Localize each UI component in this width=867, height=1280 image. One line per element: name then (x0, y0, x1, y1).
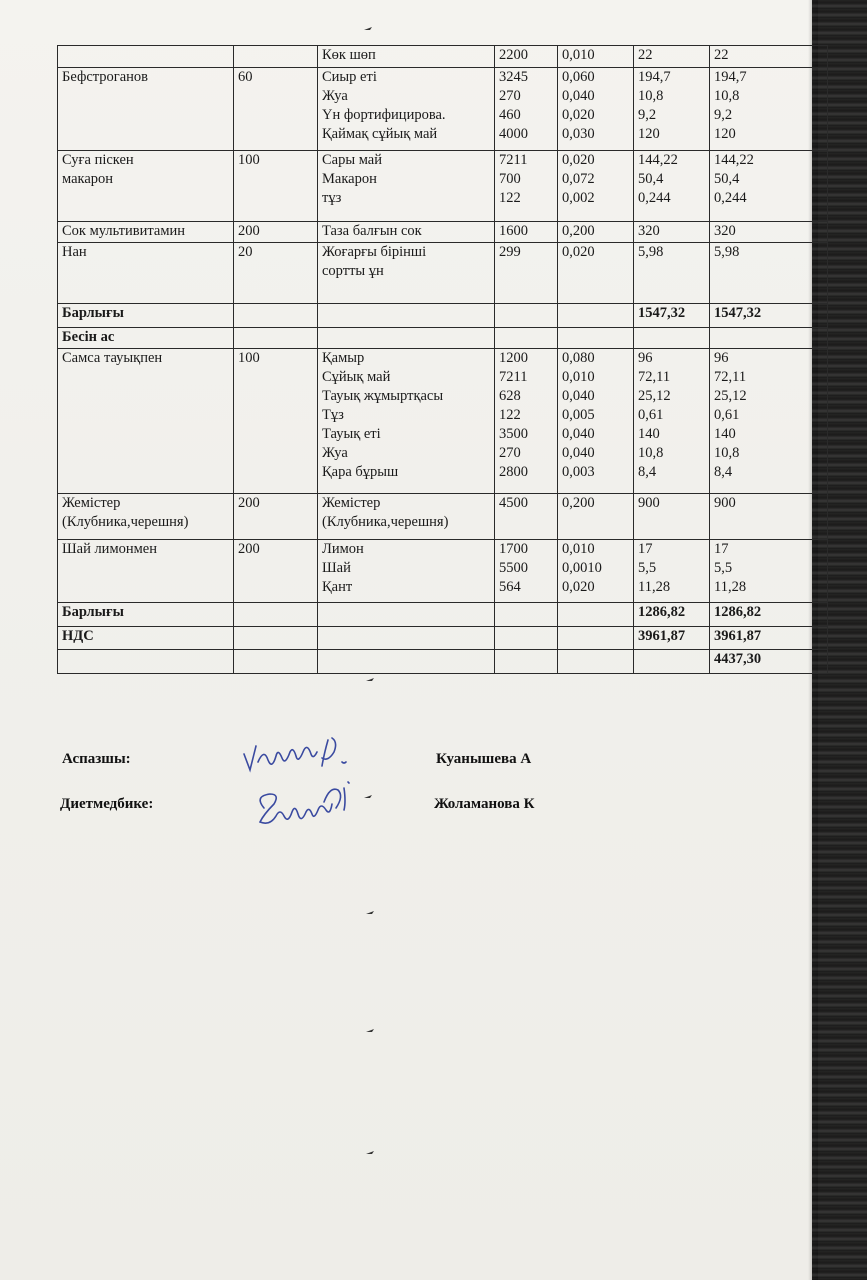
cook-signature (238, 732, 368, 780)
price-cell (495, 328, 558, 349)
norm-cell (558, 603, 634, 627)
table-row (58, 349, 828, 494)
table-row (58, 650, 828, 674)
ingredients-cell: Таза балғын сок (318, 222, 495, 243)
total-cell: 144,22 50,4 0,244 (710, 151, 828, 222)
price-cell (495, 650, 558, 674)
ingredients-cell: Қамыр Сұйық май Тауық жұмыртқасы Тұз Тауық еті Жуа Қара бұрыш (318, 349, 495, 494)
total-cell: 22 (710, 46, 828, 68)
dish-cell: НДС (58, 627, 234, 650)
norm-cell (558, 304, 634, 328)
cost-cell: 900 (634, 494, 710, 540)
cost-cell: 320 (634, 222, 710, 243)
ingredients-cell: Жоғарғы бірінші сортты ұн (318, 243, 495, 304)
price-cell: 2200 (495, 46, 558, 68)
table-row (58, 68, 828, 151)
table-row (58, 603, 828, 627)
norm-cell: 0,060 0,040 0,020 0,030 (558, 68, 634, 151)
price-cell: 1200 7211 628 122 3500 270 2800 (495, 349, 558, 494)
dish-cell: Бесін ас (58, 328, 234, 349)
total-cell: 1547,32 (710, 304, 828, 328)
norm-cell: 0,020 (558, 243, 634, 304)
ingredients-cell (318, 304, 495, 328)
ingredients-cell: Сиыр еті Жуа Үн фортифицирова. Қаймақ сұйық май (318, 68, 495, 151)
portion-cell: 100 (234, 151, 318, 222)
norm-cell: 0,010 (558, 46, 634, 68)
norm-cell (558, 650, 634, 674)
total-cell: 5,98 (710, 243, 828, 304)
total-cell: 96 72,11 25,12 0,61 140 10,8 8,4 (710, 349, 828, 494)
scan-mark (366, 1028, 376, 1033)
cost-cell (634, 328, 710, 349)
portion-cell: 200 (234, 222, 318, 243)
ingredients-cell: Жемістер (Клубника,черешня) (318, 494, 495, 540)
ingredients-cell: Сары май Макарон тұз (318, 151, 495, 222)
price-cell (495, 304, 558, 328)
portion-cell (234, 304, 318, 328)
ingredients-cell (318, 627, 495, 650)
ingredients-cell (318, 650, 495, 674)
scan-mark (366, 677, 376, 682)
dish-cell: Самса тауықпен (58, 349, 234, 494)
norm-cell: 0,080 0,010 0,040 0,005 0,040 0,040 0,003 (558, 349, 634, 494)
total-cell: 3961,87 (710, 627, 828, 650)
total-cell: 1286,82 (710, 603, 828, 627)
total-cell: 320 (710, 222, 828, 243)
price-cell: 299 (495, 243, 558, 304)
dish-cell (58, 650, 234, 674)
menu-table-body (58, 46, 828, 674)
dish-cell (58, 46, 234, 68)
norm-cell (558, 627, 634, 650)
table-row (58, 540, 828, 603)
dish-cell: Барлығы (58, 304, 234, 328)
cook-label: Аспазшы: (62, 751, 131, 767)
dish-cell: Барлығы (58, 603, 234, 627)
dish-cell: Суға піскен макарон (58, 151, 234, 222)
norm-cell (558, 328, 634, 349)
price-cell: 7211 700 122 (495, 151, 558, 222)
price-cell: 4500 (495, 494, 558, 540)
ingredients-cell (318, 328, 495, 349)
scan-mark (364, 794, 374, 799)
table-row (58, 304, 828, 328)
portion-cell: 200 (234, 540, 318, 603)
cost-cell: 3961,87 (634, 627, 710, 650)
dietitian-signature (250, 778, 370, 836)
menu-cost-table (57, 45, 828, 674)
portion-cell (234, 328, 318, 349)
portion-cell (234, 603, 318, 627)
portion-cell (234, 46, 318, 68)
table-row (58, 46, 828, 68)
cost-cell: 22 (634, 46, 710, 68)
portion-cell: 200 (234, 494, 318, 540)
total-cell: 194,7 10,8 9,2 120 (710, 68, 828, 151)
total-cell: 17 5,5 11,28 (710, 540, 828, 603)
ingredients-cell (318, 603, 495, 627)
table-row (58, 243, 828, 304)
ingredients-cell: Көк шөп (318, 46, 495, 68)
dish-cell: Жемістер (Клубника,черешня) (58, 494, 234, 540)
cost-cell (634, 650, 710, 674)
total-cell (710, 328, 828, 349)
norm-cell: 0,010 0,0010 0,020 (558, 540, 634, 603)
cost-cell: 1286,82 (634, 603, 710, 627)
total-cell: 900 (710, 494, 828, 540)
scan-mark (364, 26, 374, 31)
scan-mark (366, 1150, 376, 1155)
cost-cell: 5,98 (634, 243, 710, 304)
dish-cell: Бефстроганов (58, 68, 234, 151)
scan-mark (366, 910, 376, 915)
dish-cell: Сок мультивитамин (58, 222, 234, 243)
price-cell (495, 603, 558, 627)
dish-cell: Шай лимонмен (58, 540, 234, 603)
cost-cell: 17 5,5 11,28 (634, 540, 710, 603)
dish-cell: Нан (58, 243, 234, 304)
total-cell: 4437,30 (710, 650, 828, 674)
cost-cell: 144,22 50,4 0,244 (634, 151, 710, 222)
cook-name: Куанышева А (436, 751, 532, 767)
table-row (58, 222, 828, 243)
norm-cell: 0,020 0,072 0,002 (558, 151, 634, 222)
dietitian-name: Жоламанова К (434, 796, 535, 812)
norm-cell: 0,200 (558, 222, 634, 243)
portion-cell: 60 (234, 68, 318, 151)
ingredients-cell: Лимон Шай Қант (318, 540, 495, 603)
portion-cell: 100 (234, 349, 318, 494)
cost-cell: 194,7 10,8 9,2 120 (634, 68, 710, 151)
price-cell: 3245 270 460 4000 (495, 68, 558, 151)
table-row (58, 328, 828, 349)
price-cell: 1600 (495, 222, 558, 243)
price-cell: 1700 5500 564 (495, 540, 558, 603)
cost-cell: 1547,32 (634, 304, 710, 328)
portion-cell (234, 627, 318, 650)
table-row (58, 151, 828, 222)
portion-cell (234, 650, 318, 674)
dietitian-label: Диетмедбике: (60, 796, 154, 812)
price-cell (495, 627, 558, 650)
norm-cell: 0,200 (558, 494, 634, 540)
portion-cell: 20 (234, 243, 318, 304)
table-row (58, 494, 828, 540)
cost-cell: 96 72,11 25,12 0,61 140 10,8 8,4 (634, 349, 710, 494)
table-row (58, 627, 828, 650)
